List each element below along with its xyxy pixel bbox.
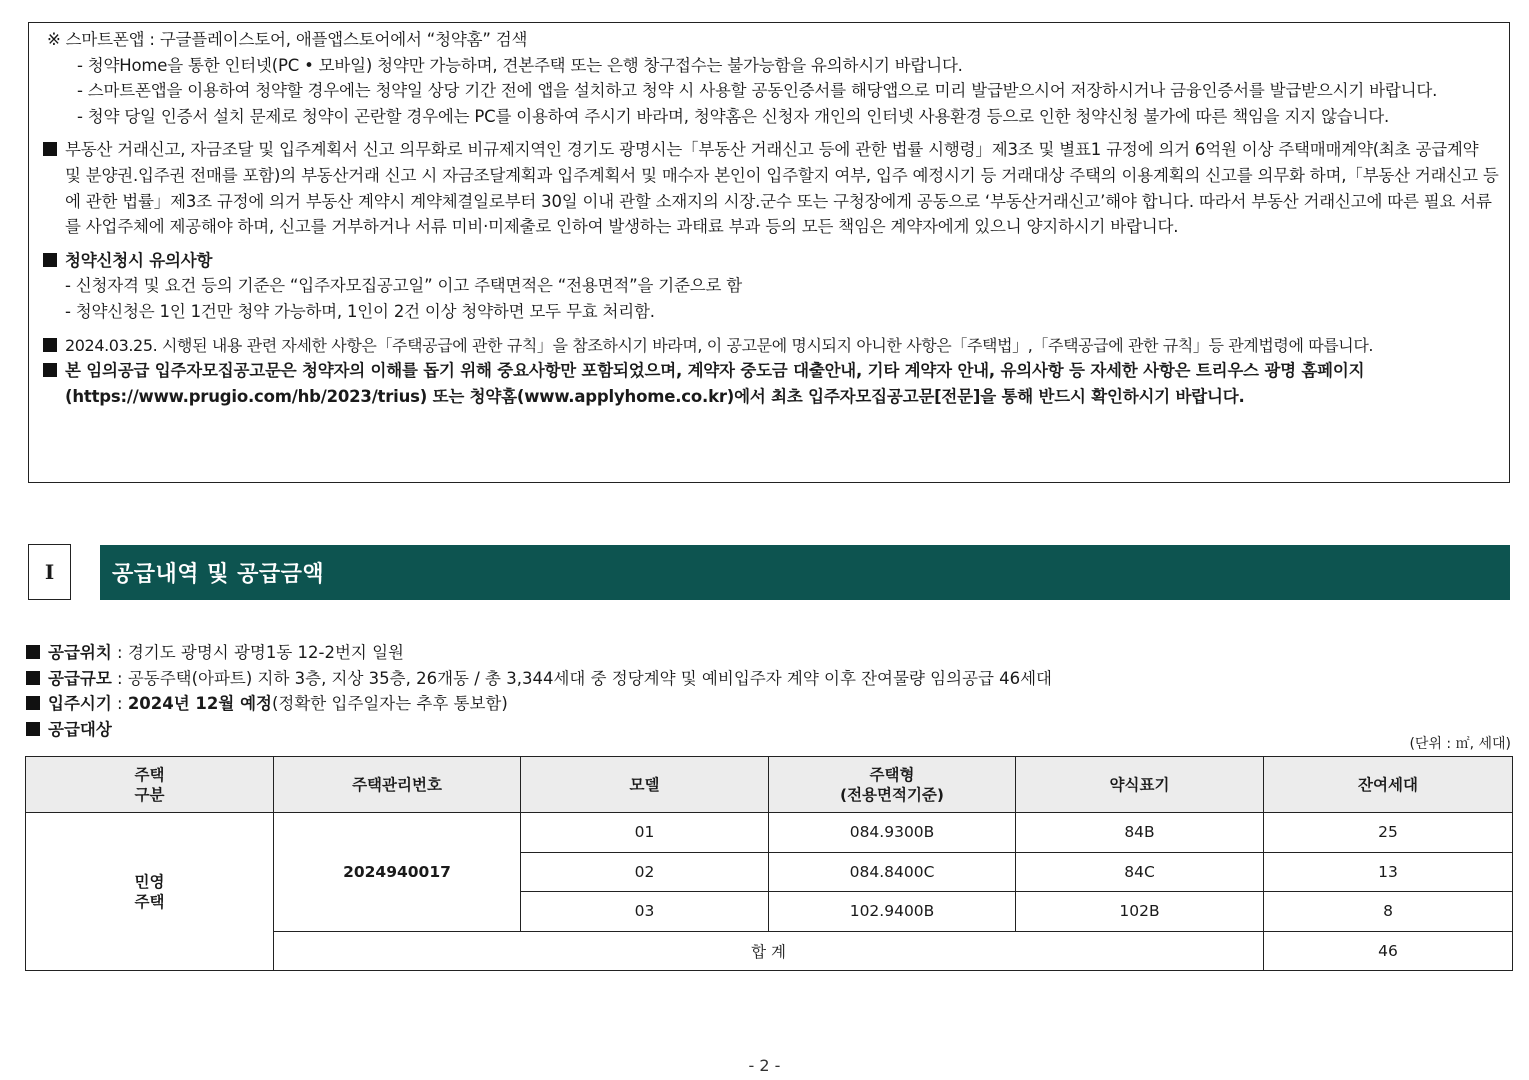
house-category-cell [26, 813, 274, 971]
header-remaining-units: 잔여세대 [1264, 757, 1513, 813]
bullet-square-icon [43, 363, 57, 377]
supply-location-label: 공급위치 [48, 643, 112, 662]
bullet-square-icon [43, 338, 57, 352]
table-row [26, 813, 1513, 853]
header-house-type-line2: (전용면적기준) [839, 785, 944, 804]
management-number-cell: 2024940017 [274, 813, 521, 932]
law-paragraph [43, 333, 1499, 359]
section-number: I [28, 544, 71, 600]
section-title: 공급내역 및 공급금액 [112, 562, 325, 587]
remaining-units-cell: 8 [1264, 892, 1513, 932]
movein-value: 2024년 12월 예정 [127, 694, 272, 714]
house-type-cell: 102.9400B [769, 892, 1016, 932]
notice-sub-1: - 청약Home을 통한 인터넷(PC • 모바일) 청약만 가능하며, 견본주택 또는 은행 창구접수는 불가능함을 유의하시기 바랍니다. [77, 55, 963, 75]
supply-target-label: 공급대상 [48, 719, 112, 739]
notice-box [28, 22, 1510, 483]
movein-row [26, 691, 1052, 717]
header-model: 모델 [521, 757, 769, 813]
notice-sub-2: - 스마트폰앱을 이용하여 청약할 경우에는 청약일 상당 기간 전에 앱을 설치하고 청약 시 사용할 공동인증서를 해당앱으로 미리 발급받으시어 저장하시거나 금융인증서를 발급받으시기 바랍니다. [77, 81, 1438, 101]
law-text: 2024.03.25. 시행된 내용 관련 자세한 사항은「주택공급에 관한 규칙」을 참조하시기 바라며, 이 공고문에 명시되지 아니한 사항은「주택법」,「주택공급에 관한 규칙」등 관계법령에 따릅니다. [65, 335, 1374, 355]
movein-separator: : [111, 694, 128, 714]
supply-scale-label: 공급규모 [48, 668, 112, 688]
header-house-category-line2: 구분 [134, 785, 165, 804]
house-category-line2: 주택 [134, 892, 165, 911]
bullet-square-icon [26, 671, 40, 685]
short-notation-cell: 102B [1016, 892, 1264, 932]
supply-scale-row [26, 666, 1052, 692]
final-notice-paragraph [43, 358, 1499, 409]
smartphone-app-note: ※ 스마트폰앱 : 구글플레이스토어, 애플앱스토어에서 “청약홈” 검색 [47, 30, 528, 49]
total-value-cell: 46 [1264, 931, 1513, 971]
bullet-square-icon [43, 253, 57, 267]
house-type-cell: 084.9300B [769, 813, 1016, 853]
table-header-row [26, 757, 1513, 813]
supply-table [25, 756, 1513, 971]
short-notation-cell: 84B [1016, 813, 1264, 853]
header-house-type [769, 757, 1016, 813]
movein-label: 입주시기 [48, 694, 112, 714]
supply-target-row [26, 717, 1052, 743]
caution-item-2: - 청약신청은 1인 1건만 청약 가능하며, 1인이 2건 이상 청약하면 모두 무효 처리함. [65, 301, 655, 321]
section-title-bar [100, 545, 1510, 600]
total-label-cell: 합 계 [274, 931, 1264, 971]
remaining-units-cell: 13 [1264, 852, 1513, 892]
header-short-notation: 약식표기 [1016, 757, 1264, 813]
supply-info [26, 640, 1052, 742]
supply-scale-value: : 공동주택(아파트) 지하 3층, 지상 35층, 26개동 / 총 3,344세대 중 정당계약 및 예비입주자 계약 이후 잔여물량 임의공급 46세대 [111, 668, 1052, 688]
supply-location-value: : 경기도 광명시 광명1동 12-2번지 일원 [111, 643, 404, 662]
remaining-units-cell: 25 [1264, 813, 1513, 853]
header-management-number: 주택관리번호 [274, 757, 521, 813]
page-number: - 2 - [748, 1056, 781, 1075]
unit-note: (단위 : ㎡, 세대) [1409, 736, 1511, 752]
house-type-cell: 084.8400C [769, 852, 1016, 892]
bullet-square-icon [26, 645, 40, 659]
short-notation-cell: 84C [1016, 852, 1264, 892]
realestate-report-text: 부동산 거래신고, 자금조달 및 입주계획서 신고 의무화로 비규제지역인 경기도 광명시는「부동산 거래신고 등에 관한 법률 시행령」제3조 및 별표1 규정에 의거 6억원 이상 주택매매계약(최초 공급계약 및 분양권.입주권 전매를 포함)의 부동산거래 신고 시 자금조달계획과 입주계획서 및 매수자 본인이 입주할지 여부, 입주 예정시기 등 거래대상 주택의 이용계획의 신고를 의무화 하며,「부동산 거래신고 등에 관한 법률」제3조 규정에 의거 부동산 계약시 계약체결일로부터 30일 이내 관할 소재지의 시장.군수 또는 구청장에게 공동으로 ‘부동산거래신고’해야 합니다. 따라서 부동산 거래신고에 따른 필요 서류를 사업주체에 제공해야 하며, 신고를 거부하거나 서류 미비·미제출로 인하여 발생하는 과태료 부과 등의 모든 책임은 계약자에게 있으니 양지하시기 바랍니다. [65, 140, 1499, 237]
bullet-square-icon [26, 722, 40, 736]
header-house-category [26, 757, 274, 813]
supply-location-row [26, 640, 1052, 666]
caution-item-1: - 신청자격 및 요건 등의 기준은 “입주자모집공고일” 이고 주택면적은 “전용면적”을 기준으로 함 [65, 276, 742, 296]
notice-sub-3: - 청약 당일 인증서 설치 문제로 청약이 곤란할 경우에는 PC를 이용하여 주시기 바라며, 청약홈은 신청자 개인의 인터넷 사용환경 등으로 인한 청약신청 불가에 따른 책임을 지지 않습니다. [77, 106, 1389, 126]
final-notice-text: 본 임의공급 입주자모집공고문은 청약자의 이해를 돕기 위해 중요사항만 포함되었으며, 계약자 중도금 대출안내, 기타 계약자 안내, 유의사항 등 자세한 사항은 트리우스 광명 홈페이지(https://www.prugio.com/hb/2023/trius) 또는 청약홈(www.applyhome.co.kr)에서 최초 입주자모집공고문[전문]을 통해 반드시 확인하시기 바랍니다. [65, 361, 1365, 406]
caution-title: 청약신청시 유의사항 [65, 250, 213, 270]
model-cell: 01 [521, 813, 769, 853]
realestate-report-paragraph [43, 137, 1499, 239]
caution-heading [43, 248, 1499, 274]
model-cell: 03 [521, 892, 769, 932]
house-category-line1: 민영 [134, 872, 165, 891]
model-cell: 02 [521, 852, 769, 892]
bullet-square-icon [43, 142, 57, 156]
header-house-type-line1: 주택형 [869, 765, 915, 784]
header-house-category-line1: 주택 [134, 765, 165, 784]
movein-note: (정확한 입주일자는 추후 통보함) [271, 694, 508, 714]
bullet-square-icon [26, 696, 40, 710]
